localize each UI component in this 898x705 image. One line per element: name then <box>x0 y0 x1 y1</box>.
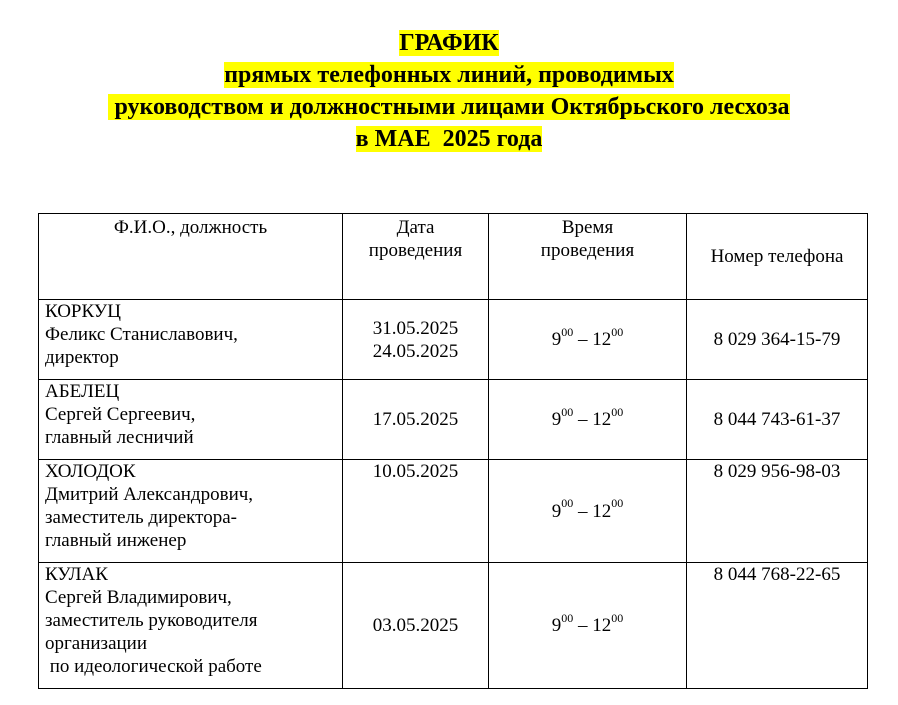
table-row <box>39 563 868 689</box>
header-time: Время проведения <box>489 214 687 300</box>
time-range: $9^{00} - 12^{00}$ <box>551 610 624 636</box>
title-line-4: в МАЕ 2025 года <box>355 126 543 152</box>
given-name: Феликс Станиславович, <box>45 324 238 345</box>
phone-cell: 8 029 956-98-03 <box>687 460 868 563</box>
surname: ХОЛОДОК <box>45 461 136 482</box>
table-header-row <box>39 214 868 300</box>
table-row <box>39 300 868 380</box>
phone-cell: 8 044 743-61-37 <box>687 380 868 460</box>
table-row <box>39 460 868 563</box>
time-range: $9^{00} - 12^{00}$ <box>551 324 624 350</box>
phone-cell: 8 029 364-15-79 <box>687 300 868 380</box>
position: главный лесничий <box>45 427 194 448</box>
title-line-1: ГРАФИК <box>399 30 499 56</box>
title-line-2: прямых телефонных линий, проводимых <box>224 62 674 88</box>
time-range: $9^{00} - 12^{00}$ <box>551 404 624 430</box>
name-cell <box>39 380 343 460</box>
surname: КОРКУЦ <box>45 301 121 322</box>
time-cell <box>489 380 687 460</box>
title-line-3: руководством и должностными лицами Октябрьского лесхоза <box>108 94 790 120</box>
date-cell: 10.05.2025 <box>343 460 489 563</box>
date-cell: 17.05.2025 <box>343 380 489 460</box>
time-cell <box>489 460 687 563</box>
time-range: $9^{00} - 12^{00}$ <box>551 496 624 522</box>
name-cell <box>39 300 343 380</box>
position: заместитель директора- <box>45 507 237 528</box>
date-cell: 03.05.2025 <box>343 563 489 689</box>
phone-cell: 8 044 768-22-65 <box>687 563 868 689</box>
surname: АБЕЛЕЦ <box>45 381 120 402</box>
table-row <box>39 380 868 460</box>
time-cell <box>489 563 687 689</box>
time-cell <box>489 300 687 380</box>
schedule-table <box>38 213 868 689</box>
position: директор <box>45 347 119 368</box>
document-title <box>0 27 898 155</box>
surname: КУЛАК <box>45 564 108 585</box>
position-cont: организации <box>45 633 148 654</box>
date-cell: 31.05.2025 24.05.2025 <box>343 300 489 380</box>
name-cell <box>39 460 343 563</box>
given-name: Дмитрий Александрович, <box>45 484 254 505</box>
position-cont: главный инженер <box>45 530 187 551</box>
position-cont-2: по идеологической работе <box>45 656 262 677</box>
position: заместитель руководителя <box>45 610 258 631</box>
given-name: Сергей Сергеевич, <box>45 404 196 425</box>
given-name: Сергей Владимирович, <box>45 587 232 608</box>
name-cell <box>39 563 343 689</box>
header-phone: Номер телефона <box>687 214 868 300</box>
header-name: Ф.И.О., должность <box>39 214 343 300</box>
header-date: Дата проведения <box>343 214 489 300</box>
